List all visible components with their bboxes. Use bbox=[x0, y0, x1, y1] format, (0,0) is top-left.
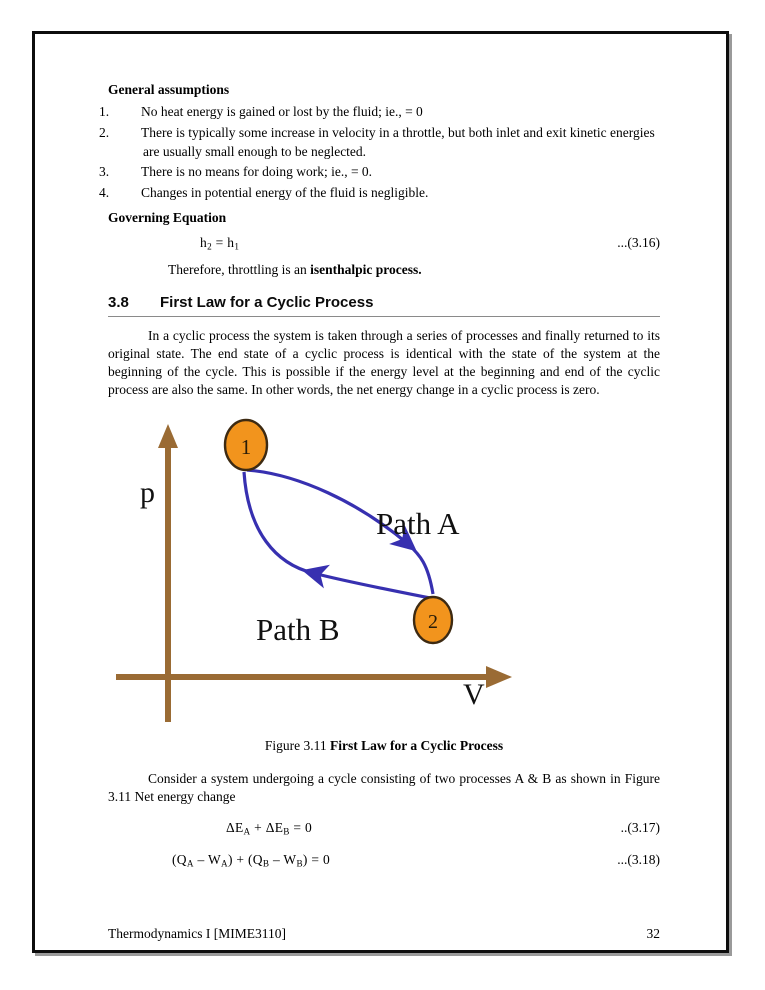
equation-3-17-tag: ..(3.17) bbox=[620, 819, 660, 835]
list-item bbox=[99, 184, 660, 203]
eq318-sub-wa: A bbox=[221, 858, 228, 869]
list-item-number: 4. bbox=[99, 184, 110, 200]
equation-3-17 bbox=[226, 820, 312, 837]
equation-rhs: h bbox=[227, 234, 235, 250]
eq317-plus: + ΔE bbox=[250, 819, 284, 835]
state-marker-1-label: 1 bbox=[240, 434, 252, 459]
eq318-sub-qa: A bbox=[186, 858, 194, 869]
figure-caption bbox=[108, 738, 660, 754]
eq318-sub-wb: B bbox=[296, 858, 303, 869]
list-item-text: No heat energy is gained or lost by the fluid; ie., = 0 bbox=[141, 104, 423, 120]
therefore-prefix: Therefore, throttling is an bbox=[168, 262, 311, 278]
general-assumptions-heading: General assumptions bbox=[108, 82, 230, 97]
equation-3-18 bbox=[172, 852, 330, 869]
eq317-term-a: ΔE bbox=[226, 819, 244, 835]
equation-3-16-tag: ...(3.16) bbox=[617, 234, 660, 250]
figure-caption-prefix: Figure 3.11 bbox=[264, 737, 331, 753]
governing-equation-heading: Governing Equation bbox=[108, 210, 227, 226]
footer-course-title: Thermodynamics I [MIME3110] bbox=[108, 926, 286, 941]
eq318-mid: ) + (Q bbox=[227, 852, 263, 868]
x-axis-label: V bbox=[463, 677, 485, 711]
equation-operator: = bbox=[215, 234, 224, 250]
assumptions-list bbox=[99, 103, 660, 202]
equation-rhs-subscript: 1 bbox=[234, 241, 240, 252]
equation-3-18-tag: ...(3.18) bbox=[617, 852, 660, 868]
therefore-emphasis: isenthalpic process. bbox=[310, 262, 422, 278]
list-item bbox=[99, 163, 660, 182]
eq317-equals: = 0 bbox=[289, 819, 313, 835]
eq318-minus2: – W bbox=[269, 852, 297, 868]
list-item-text: Changes in potential energy of the fluid is negligible. bbox=[141, 184, 429, 200]
list-item-number: 1. bbox=[99, 104, 110, 120]
state-marker-2-label: 2 bbox=[428, 610, 438, 633]
eq318-minus1: – W bbox=[193, 852, 221, 868]
document-content bbox=[99, 80, 660, 910]
path-b-label: Path B bbox=[256, 611, 340, 647]
equation-3-16 bbox=[200, 235, 239, 252]
path-a-label: Path A bbox=[376, 505, 460, 541]
page-footer bbox=[108, 926, 660, 942]
equation-3-17-row bbox=[108, 820, 660, 837]
list-item bbox=[99, 103, 660, 122]
section-title: First Law for a Cyclic Process bbox=[160, 294, 374, 312]
list-item bbox=[99, 124, 660, 161]
list-item-text: There is no means for doing work; ie., = 0. bbox=[141, 164, 373, 180]
equation-3-18-row bbox=[108, 852, 660, 869]
eq318-sub-qb: B bbox=[262, 858, 270, 869]
list-item-text: There is typically some increase in velocity in a throttle, but both inlet and exit kinetic energies are usually small enough to be neglected. bbox=[141, 124, 655, 159]
state-marker-1 bbox=[225, 420, 267, 470]
cyclic-process-pv-diagram bbox=[108, 412, 660, 732]
figure-3-11 bbox=[108, 412, 660, 732]
equation-lhs: h bbox=[200, 234, 208, 250]
therefore-statement bbox=[168, 262, 660, 278]
section-body-paragraph: In a cyclic process the system is taken through a series of processes and finally returned to its original state. The end state of a cyclic process is identical with the state of the system at the beginning of the cycle. This is possible if the energy level at the beginning and end of the cyclic process are also the same. In other words, the net energy change in a cyclic process is zero. bbox=[108, 328, 660, 398]
section-heading-3-8 bbox=[108, 294, 660, 317]
y-axis-label: p bbox=[140, 475, 155, 509]
section-number: 3.8 bbox=[108, 294, 129, 312]
eq317-sub-b: B bbox=[283, 826, 290, 837]
footer-page-number: 32 bbox=[646, 926, 660, 941]
x-axis bbox=[116, 666, 512, 688]
figure-caption-title: First Law for a Cyclic Process bbox=[330, 737, 504, 753]
equation-lhs-subscript: 2 bbox=[207, 241, 212, 252]
eq318-close: ) = 0 bbox=[302, 852, 330, 868]
eq318-open: (Q bbox=[172, 852, 187, 868]
equation-3-16-row bbox=[108, 235, 660, 252]
closing-paragraph: Consider a system undergoing a cycle consisting of two processes A & B as shown in Figure 3.11 Net energy change bbox=[108, 770, 660, 804]
list-item-number: 3. bbox=[99, 164, 110, 180]
list-item-number: 2. bbox=[99, 124, 110, 140]
state-marker-2 bbox=[414, 597, 452, 643]
eq317-sub-a: A bbox=[243, 826, 251, 837]
